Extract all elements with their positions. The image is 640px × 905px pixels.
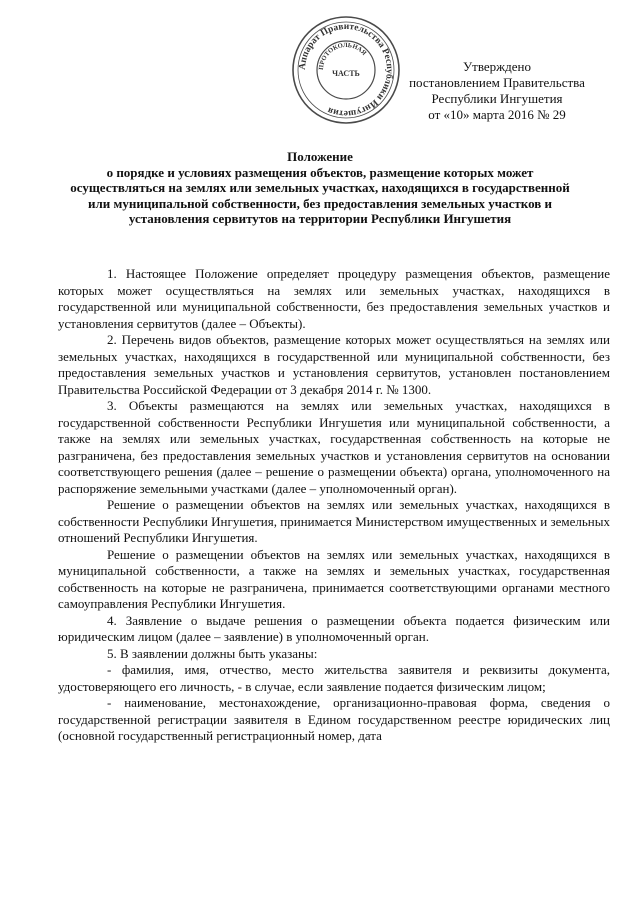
seal-inner-text: ПРОТОКОЛЬНАЯ [317, 41, 368, 71]
approval-block [370, 59, 624, 123]
seal-center-text: ЧАСТЬ [332, 69, 360, 78]
seal-outer-text: Аппарат Правительства Республики Ингушетия [297, 21, 395, 119]
paragraph: - фамилия, имя, отчество, место жительства заявителя и реквизиты документа, удостоверяющего его личность, - в случае, если заявление подается физическим лицом; [58, 662, 610, 694]
approval-line-2: постановлением Правительства [409, 75, 585, 90]
paragraph: 2. Перечень видов объектов, размещение которых может осуществляться на землях или земельных участках, находящихся в государственной или муниципальной собственности, без предоставления земельных участков и установления сервитутов, установлен постановлением Правительства Российской Федерации от 3 декабря 2014 г. № 1300. [58, 332, 610, 397]
title-heading: Положение [287, 149, 353, 164]
approval-line-4: от «10» марта 2016 № 29 [428, 107, 566, 122]
document-title [70, 149, 570, 227]
paragraph: 3. Объекты размещаются на землях или земельных участках, находящихся в государственной собственности Республики Ингушетия или муниципальной собственности, а также на землях или земельных участках, государственная собственность на которые не разграничена, без предоставления земельных участков и установления сервитутов на основании соответствующего решения (далее – решение о размещении объекта) органа, уполномоченного на распоряжение земельными участками (далее – уполномоченный орган). [58, 398, 610, 496]
paragraph: 1. Настоящее Положение определяет процедуру размещения объектов, размещение которых может осуществляться на землях или земельных участках, находящихся в государственной или муниципальной собственности, без предоставления земельных участков и установления сервитутов (далее – Объекты). [58, 266, 610, 331]
paragraph: Решение о размещении объектов на землях или земельных участках, находящихся в муниципальной собственности, а также на землях и земельных участках, государственная собственность на которые не разграничена, принимается соответствующими органами местного самоуправления Республики Ингушетия. [58, 546, 610, 611]
paragraph: - наименование, местонахождение, организационно-правовая форма, сведения о государственной регистрации заявителя в Едином государственном реестре юридических лиц (основной государственный регистрационный номер, дата [58, 695, 610, 743]
svg-text:ПРОТОКОЛЬНАЯ [318, 42, 368, 70]
paragraph: Решение о размещении объектов на землях или земельных участках, находящихся в собственности Республики Ингушетия, принимается Министерством имущественных и земельных отношений Республики Ингушетия. [58, 497, 610, 545]
title-subject: о порядке и условиях размещения объектов, размещение которых может осуществляться на землях или земельных участках, находящихся в государственной или муниципальной собственности, без предоставления земельных участков и установления сервитутов на территории Республики Ингушетия [70, 164, 570, 226]
approval-line-1: Утверждено [462, 59, 532, 74]
paragraph: 4. Заявление о выдаче решения о размещении объекта подается физическим или юридическим лицом (далее – заявление) в уполномоченный орган. [58, 612, 610, 644]
paragraph: 5. В заявлении должны быть указаны: [107, 645, 318, 661]
document-body [58, 266, 610, 745]
approval-line-3: Республики Ингушетия [431, 91, 563, 106]
